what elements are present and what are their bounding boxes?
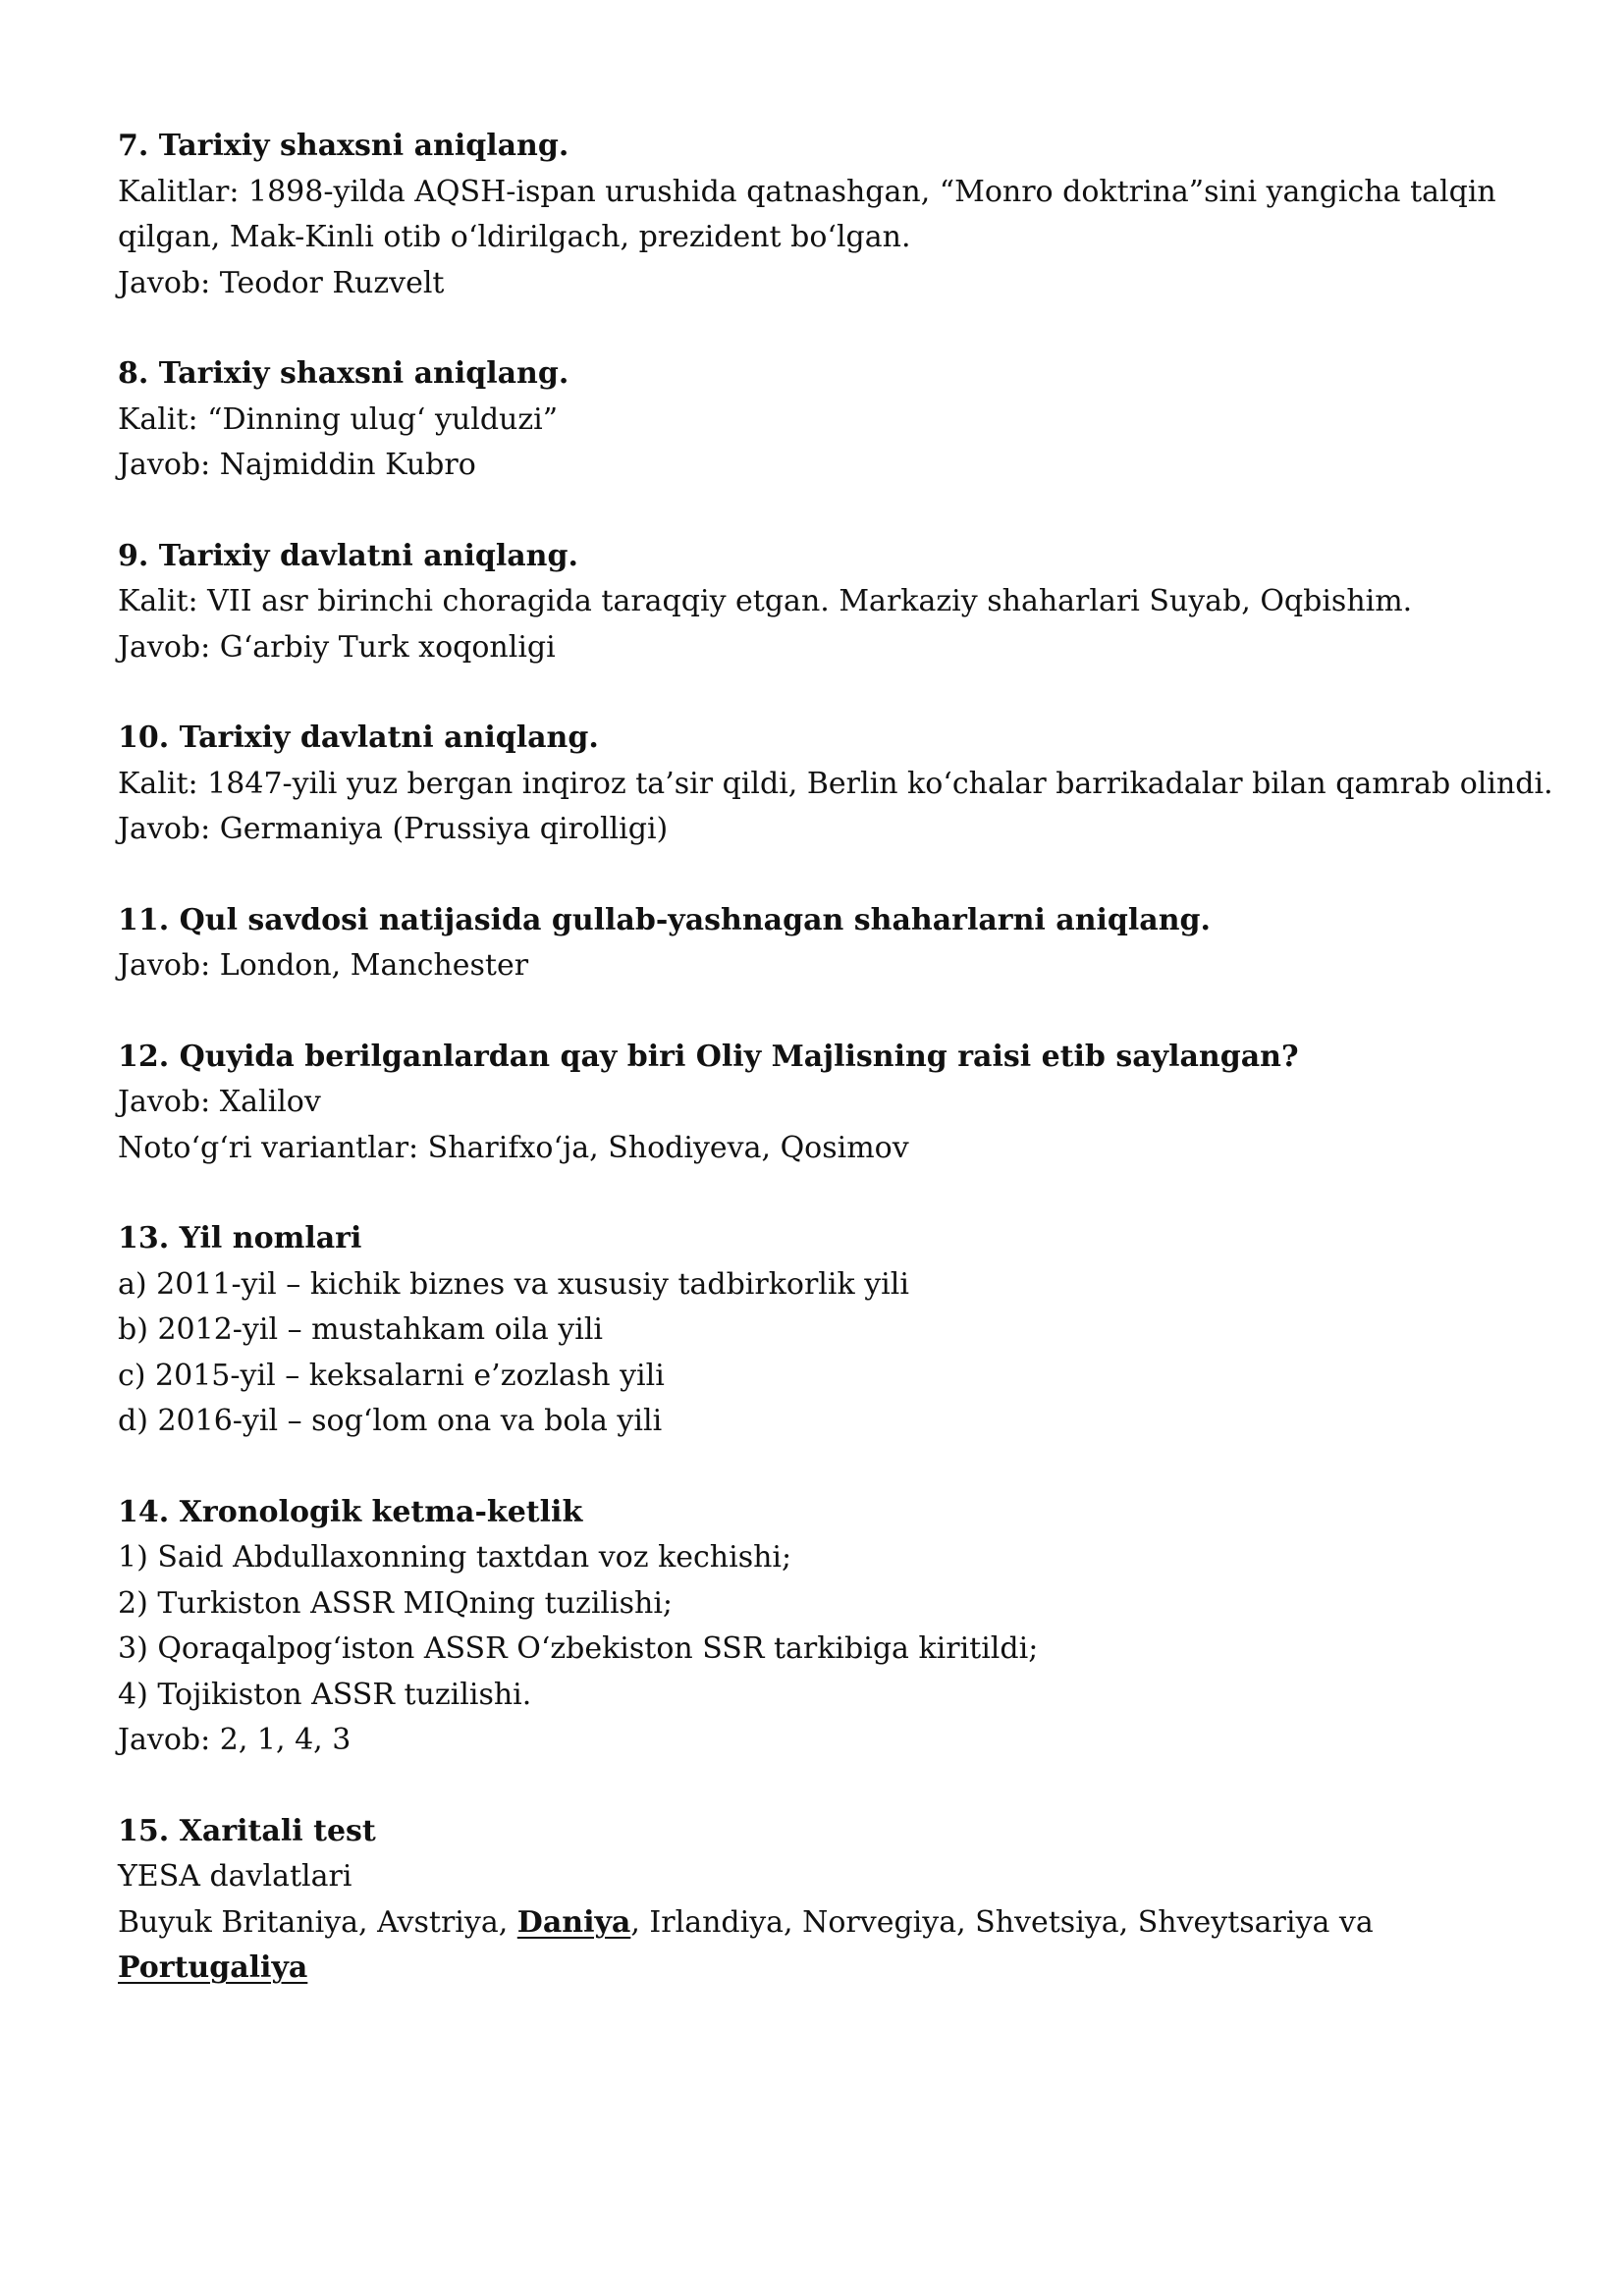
question-14 <box>118 1490 1532 1764</box>
question-14-step-1: 1) Said Abdullaxonning taxtdan voz kechishi; <box>118 1540 792 1575</box>
question-13-option-c: c) 2015-yil – keksalarni e’zozlash yili <box>118 1358 665 1393</box>
question-11-heading: 11. Qul savdosi natijasida gullab-yashnagan shaharlarni aniqlang. <box>118 902 1211 937</box>
question-9-heading: 9. Tarixiy davlatni aniqlang. <box>118 538 578 573</box>
question-7-line-1: Kalitlar: 1898-yilda AQSH-ispan urushida qatnashgan, “Monro doktrina”sini yangicha talqin <box>118 174 1496 209</box>
question-15-country-list <box>118 1900 1532 1947</box>
question-8-heading: 8. Tarixiy shaxsni aniqlang. <box>118 356 569 391</box>
question-7-heading: 7. Tarixiy shaxsni aniqlang. <box>118 129 569 163</box>
question-14-step-3: 3) Qoraqalpog‘iston ASSR O‘zbekiston SSR tarkibiga kiritildi; <box>118 1631 1039 1666</box>
question-14-answer: Javob: 2, 1, 4, 3 <box>118 1723 352 1757</box>
question-7 <box>118 124 1532 306</box>
question-9 <box>118 534 1532 671</box>
question-11-answer: Javob: London, Manchester <box>118 948 529 983</box>
question-13-option-a: a) 2011-yil – kichik biznes va xususiy tadbirkorlik yili <box>118 1266 909 1302</box>
question-7-line-2: qilgan, Mak-Kinli otib o‘ldirilgach, prezident bo‘lgan. <box>118 220 911 254</box>
question-8-key: Kalit: “Dinning ulug‘ yulduzi” <box>118 401 559 437</box>
question-14-heading: 14. Xronologik ketma-ketlik <box>118 1494 583 1529</box>
question-7-answer: Javob: Teodor Ruzvelt <box>118 265 445 300</box>
question-12-wrong-options: Noto‘g‘ri variantlar: Sharifxo‘ja, Shodiyeva, Qosimov <box>118 1130 909 1165</box>
question-15 <box>118 1809 1532 1992</box>
question-13-heading: 13. Yil nomlari <box>118 1221 362 1255</box>
question-15-subtitle: YESA davlatlari <box>118 1859 352 1894</box>
question-14-step-4: 4) Tojikiston ASSR tuzilishi. <box>118 1677 532 1712</box>
highlighted-country-portugaliya: Portugaliya <box>118 1950 308 1985</box>
question-10-key: Kalit: 1847-yili yuz bergan inqiroz ta’sir qildi, Berlin ko‘chalar barrikadalar bilan qamrab olindi. <box>118 766 1553 801</box>
question-8 <box>118 351 1532 489</box>
question-15-country-list-cont <box>118 1946 1532 1992</box>
question-12-heading: 12. Quyida berilganlardan qay biri Oliy Majlisning raisi etib saylangan? <box>118 1039 1299 1074</box>
question-13-option-b: b) 2012-yil – mustahkam oila yili <box>118 1312 604 1347</box>
question-9-answer: Javob: G‘arbiy Turk xoqonligi <box>118 629 556 665</box>
highlighted-country-daniya: Daniya <box>516 1904 631 1940</box>
document-page <box>118 124 1553 2037</box>
question-10 <box>118 716 1553 853</box>
question-14-step-2: 2) Turkiston ASSR MIQning tuzilishi; <box>118 1585 674 1621</box>
question-11 <box>118 898 1532 989</box>
country-list-part-2: , Irlandiya, Norvegiya, Shvetsiya, Shveytsariya va <box>630 1904 1374 1940</box>
country-list-part-1: Buyuk Britaniya, Avstriya, <box>118 1904 517 1940</box>
question-12 <box>118 1035 1532 1172</box>
question-10-heading: 10. Tarixiy davlatni aniqlang. <box>118 721 599 755</box>
question-9-key: Kalit: VII asr birinchi choragida taraqqiy etgan. Markaziy shaharlari Suyab, Oqbishim. <box>118 584 1413 618</box>
question-13-option-d: d) 2016-yil – sog‘lom ona va bola yili <box>118 1404 663 1438</box>
question-8-answer: Javob: Najmiddin Kubro <box>118 448 476 482</box>
question-15-heading: 15. Xaritali test <box>118 1813 376 1848</box>
question-12-answer: Javob: Xalilov <box>118 1085 321 1119</box>
question-13 <box>118 1216 1532 1445</box>
question-10-answer: Javob: Germaniya (Prussiya qirolligi) <box>118 812 669 846</box>
